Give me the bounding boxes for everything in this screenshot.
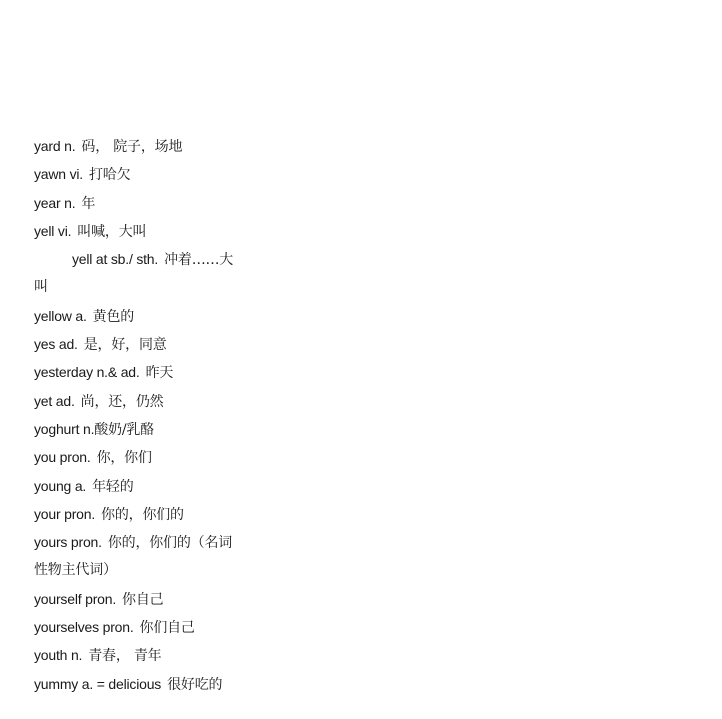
entry-word: you pron. [34,449,91,466]
vocab-entry-young [34,472,294,500]
vocab-entry-youth [34,641,294,669]
entry-word: yummy a. = delicious [34,675,162,692]
vocab-entry-yesterday [34,358,294,386]
entry-meaning: 昨天 [145,365,174,382]
entry-word: yoghurt n. [34,420,95,437]
entry-meaning: 叫 [34,279,48,296]
entry-word: yell at sb./ sth. [72,251,159,268]
entry-word: yourself pron. [34,590,117,607]
entry-word: your pron. [34,505,96,522]
entry-word: yawn vi. [34,166,83,183]
entry-word: yell vi. [34,222,72,239]
vocab-entry-yet [34,387,294,415]
vocab-entry-yawn [34,160,294,188]
entry-meaning: 叫喊，大叫 [77,223,147,240]
entry-meaning: 你自己 [122,591,164,608]
entry-meaning: 年 [81,195,96,212]
entry-meaning: 你们自己 [139,620,195,637]
vocab-entry-yoghurt [34,415,294,443]
entry-word: yours pron. [34,534,102,551]
entry-word: young a. [34,477,87,494]
vocab-phrase-continuation [34,273,294,301]
entry-meaning: 是，好，同意 [83,337,167,354]
vocab-entry-year [34,189,294,217]
entry-word: yesterday n.& ad. [34,364,140,381]
entry-word: yard n. [34,138,76,154]
vocab-entry-yourselves [34,613,294,641]
vocab-entry-you [34,443,294,471]
entry-meaning: 很好吃的 [167,676,223,693]
entry-meaning: 冲着……大 [164,252,234,269]
vocab-entry-yell [34,217,294,245]
entry-meaning: 码， 院子，场地 [81,139,183,155]
vocab-entry-yellow [34,302,294,330]
vocab-entry-yours [34,528,294,556]
vocabulary-list [34,132,294,698]
entry-word: yet ad. [34,392,75,409]
vocab-entry-your [34,500,294,528]
entry-word: yes ad. [34,336,78,353]
vocab-entry-yard [34,132,294,160]
entry-meaning: 打哈欠 [88,167,131,184]
entry-meaning: 酸奶/乳酪 [94,421,154,438]
vocab-entry-yours-continuation [34,556,294,584]
vocab-phrase-yell-at [34,245,294,273]
vocab-entry-yummy [34,670,294,698]
vocab-entry-yourself [34,585,294,613]
entry-word: year n. [34,194,76,211]
entry-word: yourselves pron. [34,619,134,636]
entry-meaning: 你，你们 [96,450,152,467]
vocab-entry-yes [34,330,294,358]
entry-meaning: 性物主代词） [34,562,117,579]
entry-meaning: 年轻的 [92,478,134,495]
entry-meaning: 青春， 青年 [88,648,162,665]
entry-meaning: 尚，还，仍然 [80,393,164,410]
entry-word: yellow a. [34,307,87,324]
entry-meaning: 你的，你们的 [101,506,184,523]
entry-meaning: 黄色的 [92,308,135,325]
entry-meaning: 你的，你们的（名词 [107,535,233,552]
entry-word: youth n. [34,647,83,664]
